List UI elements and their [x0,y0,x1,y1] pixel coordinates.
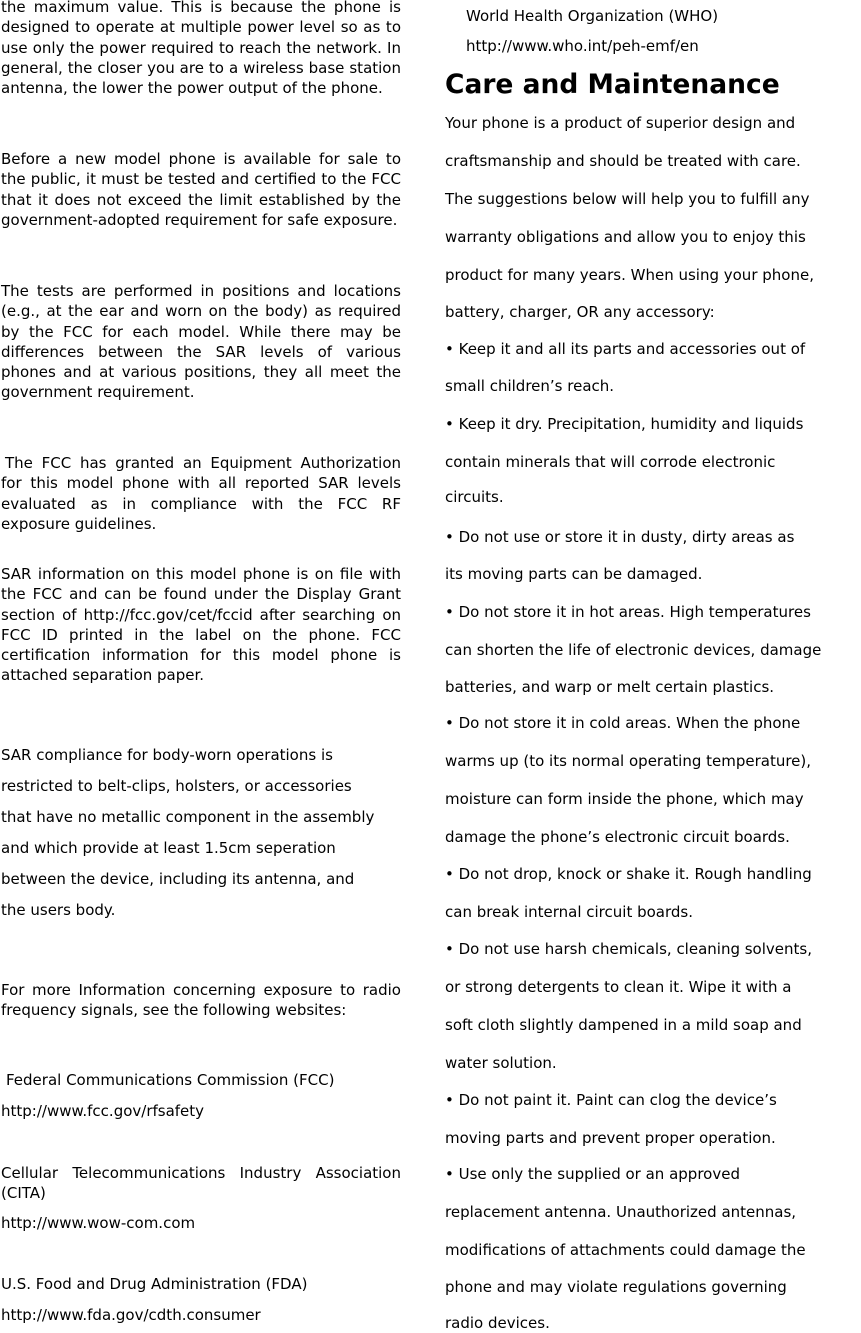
body-worn-paragraph: SAR compliance for body-worn operations is restricted to belt-clips, holsters, or accessories that have no metallic component in the assembly and which provide at least 1.5cm seperation between the device, including its antenna, and the users body. [1,746,375,919]
body-line: modifications of attachments could damage the [445,1241,806,1259]
body-line: replacement antenna. Unauthorized antennas, [445,1203,797,1221]
body-line: Your phone is a product of superior design and [445,114,796,132]
equipment-authorization-paragraph: The FCC has granted an Equipment Authorization for this model phone with all reported SAR levels evaluated as in compliance with the FCC RF exposure guidelines. [1,454,401,533]
sar-tests-paragraph: The tests are performed in positions and locations (e.g., at the ear and worn on the body) as required by the FCC for each model. While there may be differences between the SAR levels of various phones and at various positions, they all meet the government requirement. [1,282,401,402]
body-line: or strong detergents to clean it. Wipe it with a [445,978,792,996]
body-line: • Do not drop, knock or shake it. Rough handling [445,865,812,883]
body-line: The suggestions below will help you to fulfill any [445,190,810,208]
body-line: damage the phone’s electronic circuit boards. [445,828,790,846]
body-line: its moving parts can be damaged. [445,565,703,583]
body-line: soft cloth slightly dampened in a mild soap and [445,1016,802,1034]
body-line: moisture can form inside the phone, which may [445,790,804,808]
body-line: can shorten the life of electronic devices, damage [445,641,822,659]
body-line: batteries, and warp or melt certain plastics. [445,678,775,696]
body-line: product for many years. When using your phone, [445,266,814,284]
fda-url: http://www.fda.gov/cdth.consumer [1,1306,261,1324]
body-line: moving parts and prevent proper operation. [445,1129,776,1147]
who-name: World Health Organization (WHO) [466,7,719,25]
body-line: • Keep it and all its parts and accessories out of [445,340,806,358]
body-line: • Do not use harsh chemicals, cleaning solvents, [445,940,812,958]
fda-name: U.S. Food and Drug Administration (FDA) [1,1275,308,1293]
body-line: • Keep it dry. Precipitation, humidity and liquids [445,415,804,433]
body-line: water solution. [445,1054,557,1072]
body-line: • Do not use or store it in dusty, dirty areas as [445,528,795,546]
body-line: warms up (to its normal operating temperature), [445,752,812,770]
fcc-url: http://www.fcc.gov/rfsafety [1,1102,205,1120]
body-line: • Use only the supplied or an approved [445,1165,740,1183]
cita-name: Cellular Telecommunications Industry Association (CITA) [1,1164,401,1203]
body-line: battery, charger, OR any accessory: [445,303,715,321]
body-line: can break internal circuit boards. [445,903,693,921]
cita-url: http://www.wow-com.com [1,1214,196,1232]
fcc-name: Federal Communications Commission (FCC) [6,1071,335,1089]
more-information-paragraph: For more Information concerning exposure to radio frequency signals, see the following websites: [1,981,401,1020]
sar-information-paragraph: SAR information on this model phone is on file with the FCC and can be found under the Display Grant section of http://fcc.gov/cet/fccid after searching on FCC ID printed in the label on the phone. FCC certification information for this model phone is attached separation paper. [1,565,401,685]
body-line: circuits. [445,488,504,506]
body-line: phone and may violate regulations governing [445,1278,787,1296]
body-line: • Do not store it in cold areas. When the phone [445,714,801,732]
who-url: http://www.who.int/peh-emf/en [466,37,699,55]
body-line: craftsmanship and should be treated with care. [445,152,801,170]
body-line: warranty obligations and allow you to enjoy this [445,228,806,246]
care-maintenance-heading: Care and Maintenance [445,69,780,100]
certification-paragraph: Before a new model phone is available for sale to the public, it must be tested and certified to the FCC that it does not exceed the limit established by the government-adopted requirement for safe exposure. [1,150,401,229]
body-line: • Do not paint it. Paint can clog the device’s [445,1091,777,1109]
body-line: • Do not store it in hot areas. High temperatures [445,603,811,621]
body-line: small children’s reach. [445,377,615,395]
body-line: contain minerals that will corrode electronic [445,453,776,471]
power-level-paragraph: the maximum value. This is because the phone is designed to operate at multiple power level so as to use only the power required to reach the network. In general, the closer you are to a wireless base station antenna, the lower the power output of the phone. [1,0,401,98]
body-line: radio devices. [445,1314,550,1332]
